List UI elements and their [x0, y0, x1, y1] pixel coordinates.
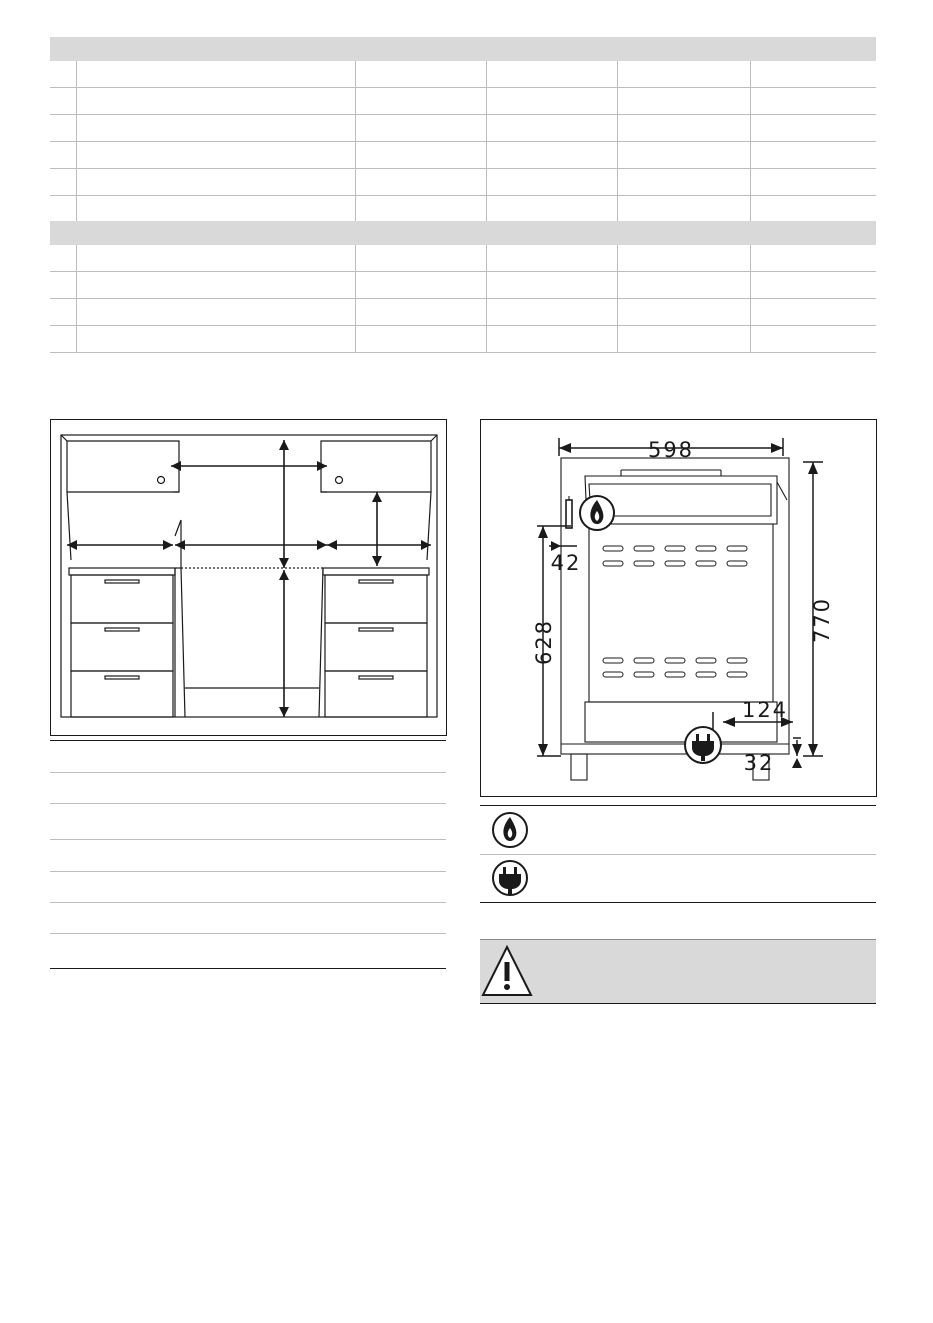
- legend-rule: [50, 772, 446, 773]
- table-row: [50, 61, 876, 88]
- table-header-bar: [50, 37, 876, 61]
- warning-icon: [480, 943, 534, 999]
- spec-table-1: [50, 37, 876, 223]
- dimension-width: 598: [647, 438, 695, 462]
- warning-box: [480, 939, 876, 1004]
- dimension-height: 770: [810, 596, 834, 644]
- dimension-plug-offset: 124: [741, 698, 789, 722]
- table-row: [50, 326, 876, 353]
- table-row: [50, 299, 876, 326]
- legend-rule: [50, 933, 446, 934]
- flame-icon: [490, 810, 530, 850]
- table-row: [50, 169, 876, 196]
- legend-row-electric: [480, 854, 876, 903]
- table-row: [50, 88, 876, 115]
- installation-niche-diagram: [50, 419, 447, 736]
- appliance-rear-diagram: [480, 419, 877, 797]
- legend-row-gas: [480, 805, 876, 855]
- spec-table-2: [50, 221, 876, 353]
- dimension-plug-height: 32: [743, 751, 775, 775]
- table-row: [50, 196, 876, 223]
- legend-rule: [50, 871, 446, 872]
- table-row: [50, 245, 876, 272]
- flame-icon: [580, 496, 614, 530]
- table-header-bar: [50, 221, 876, 245]
- plug-icon: [685, 727, 721, 763]
- legend-rule: [50, 902, 446, 903]
- legend-rule: [50, 839, 446, 840]
- table-row: [50, 272, 876, 299]
- dimension-gas-height: 628: [532, 618, 556, 666]
- table-row: [50, 142, 876, 169]
- table-row: [50, 115, 876, 142]
- legend-rule: [50, 968, 446, 969]
- dimension-gas-offset: 42: [550, 551, 582, 575]
- legend-rule: [50, 803, 446, 804]
- legend-rule: [50, 740, 446, 741]
- legend-rule: [480, 902, 876, 903]
- plug-icon: [490, 858, 530, 898]
